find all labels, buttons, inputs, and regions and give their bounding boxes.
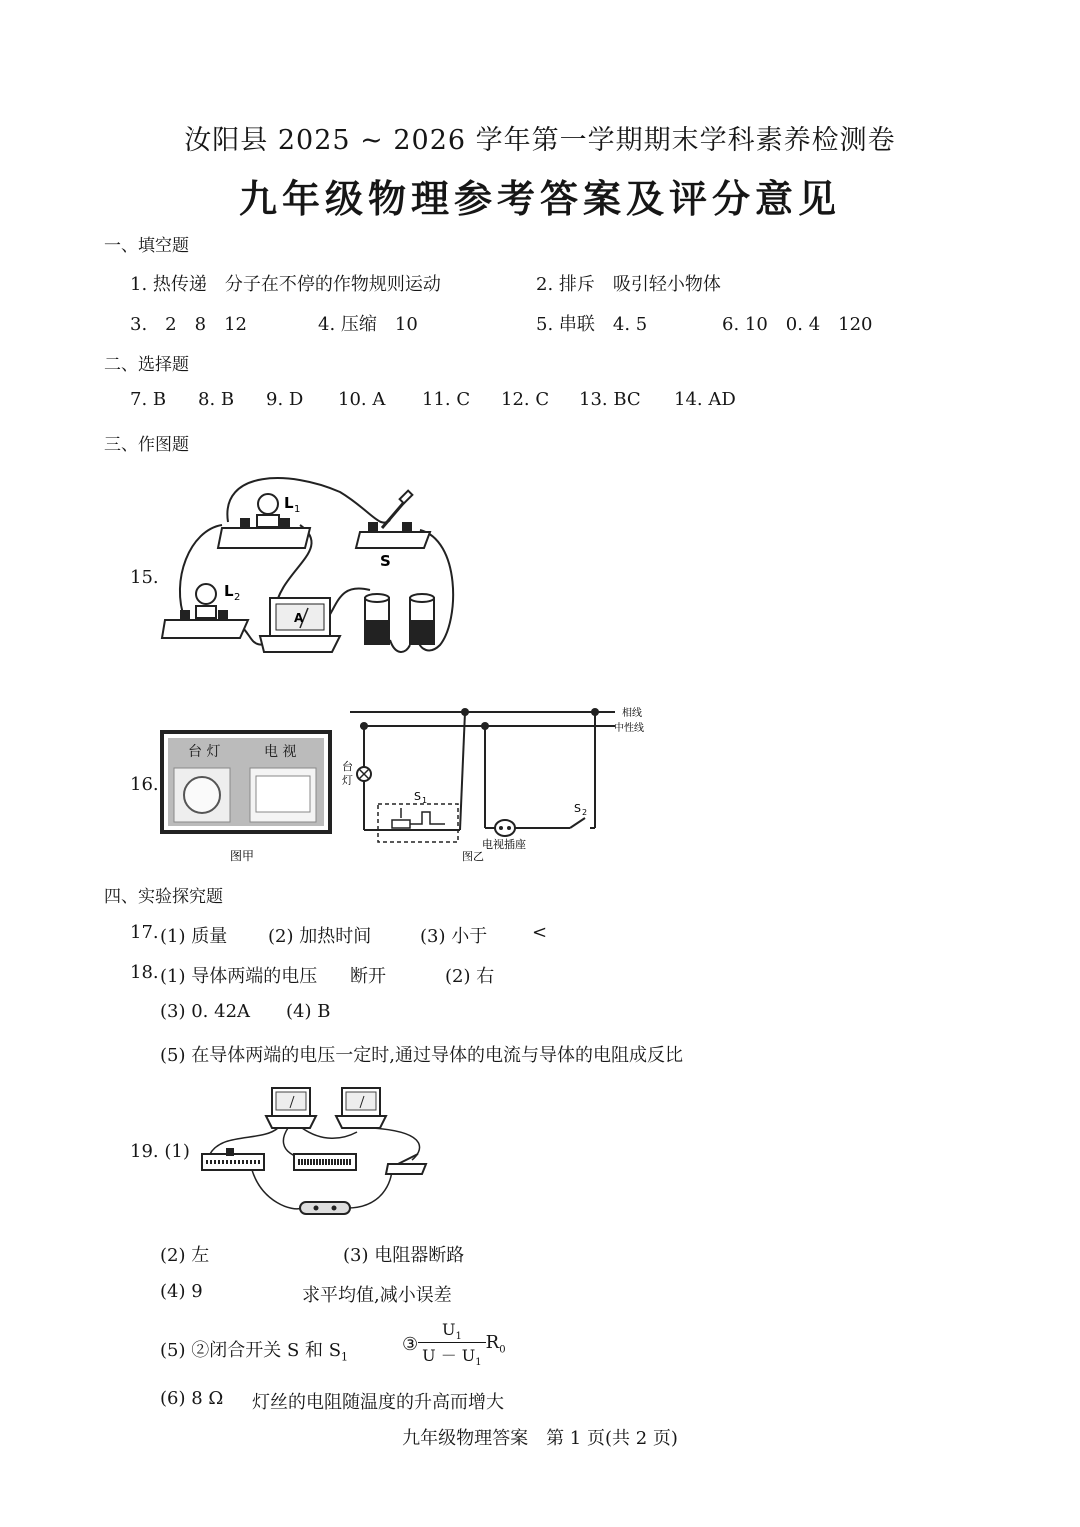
section-heading-experiment: 四、实验探究题 [104,887,223,907]
q16-socket-label: 电视插座 [482,838,526,851]
section-heading-drawing: 三、作图题 [104,435,189,455]
q16-s2-subscript: 2 [582,808,588,817]
answer-q4: 4. 压缩 10 [318,314,418,335]
q19-answer-4: (4) 9 [160,1281,203,1302]
q18-answer-3: (3) 0. 42A [160,1001,251,1022]
q19-formula-r: $R_0$ [485,1332,506,1356]
q18-answer-1: (1) 导体两端的电压 [160,966,318,987]
q15-l2-label: L [224,582,234,600]
answer-q14: 14. AD [674,389,736,410]
q16-label: 16. [130,774,159,795]
q16-fig-a-caption: 图甲 [230,849,255,863]
answer-q1: 1. 热传递 分子在不停的作物规则运动 [130,274,441,295]
q15-circuit-diagram [160,470,470,685]
answer-q5: 5. 串联 4. 5 [536,314,648,335]
q15-l1-label: L [284,494,294,512]
answer-q2: 2. 排斥 吸引轻小物体 [536,274,721,295]
q17-number: 17. [130,922,159,943]
q18-answer-5: (5) 在导体两端的电压一定时,通过导体的电流与导体的电阻成反比 [160,1045,683,1066]
answer-q11: 11. C [422,389,471,410]
q19-formula-numerator: $U_1$ [418,1320,486,1343]
q19-circuit-diagram [192,1082,442,1222]
exam-title: 汝阳县 2025 ~ 2026 学年第一学期期末学科素养检测卷 [184,125,896,156]
page-footer: 九年级物理答案 第 1 页(共 2 页) [402,1428,678,1449]
q15-label: 15. [130,567,159,588]
answer-key-title: 九年级物理参考答案及评分意见 [238,176,841,221]
q19-formula [402,1320,506,1368]
q15-l1-subscript: 1 [294,504,301,515]
q16-neutral-wire-label: 中性线 [614,723,644,734]
q19-answer-3: (3) 电阻器断路 [343,1245,465,1266]
q18-answer-1b: 断开 [350,966,386,987]
q16-wiring-diagram [160,700,670,868]
answer-q13: 13. BC [579,389,641,410]
q15-switch-label: S [380,552,391,570]
answer-q7: 7. B [130,389,167,410]
q16-fig-b-caption: 图乙 [462,850,484,863]
q16-s2-label: S [574,802,581,815]
q19-formula-fraction [418,1320,486,1368]
q18-answer-2: (2) 右 [445,966,495,987]
answer-q10: 10. A [338,389,386,410]
q18-answer-4: (4) B [286,1001,331,1022]
q19-formula-prefix: ③ [402,1333,419,1355]
q16-lamp-vertical-2: 灯 [342,774,353,787]
q19-answer-6: (6) 8 Ω [160,1388,224,1409]
q19-answer-2: (2) 左 [160,1245,210,1266]
section-heading-choice: 二、选择题 [104,355,189,375]
q19-answer-5 [160,1336,348,1364]
q16-live-wire-label: 相线 [622,708,642,719]
answer-q6: 6. 10 0. 4 120 [722,314,873,335]
q16-s1-label: S [414,790,421,803]
q19-number: 19. (1) [130,1141,190,1162]
q16-tv-panel-label: 电 视 [264,744,297,760]
q16-s1-subscript: 1 [422,796,428,805]
q16-lamp-panel-label: 台 灯 [188,744,221,760]
q16-lamp-vertical-1: 台 [342,760,353,773]
q19-answer-4b: 求平均值,减小误差 [302,1285,452,1306]
q17-answer-4: < [532,922,548,943]
q18-number: 18. [130,962,159,983]
q17-answer-1: (1) 质量 [160,926,228,947]
q19-answer-6b: 灯丝的电阻随温度的升高而增大 [252,1392,504,1413]
section-heading-fill-blank: 一、填空题 [104,236,189,256]
q17-answer-2: (2) 加热时间 [268,926,372,947]
q19-answer-5-subscript: 1 [341,1350,349,1364]
q17-answer-3: (3) 小于 [420,926,488,947]
answer-q9: 9. D [266,389,304,410]
q15-l2-subscript: 2 [234,592,241,603]
answer-q8: 8. B [198,389,235,410]
q19-formula-denominator: $U - U_1$ [422,1346,482,1369]
q19-answer-5-text: (5) ②闭合开关 S 和 S [160,1340,342,1361]
q15-ammeter-label: A [294,611,304,625]
answer-q12: 12. C [501,389,550,410]
answer-q3: 3. 2 8 12 [130,314,247,335]
